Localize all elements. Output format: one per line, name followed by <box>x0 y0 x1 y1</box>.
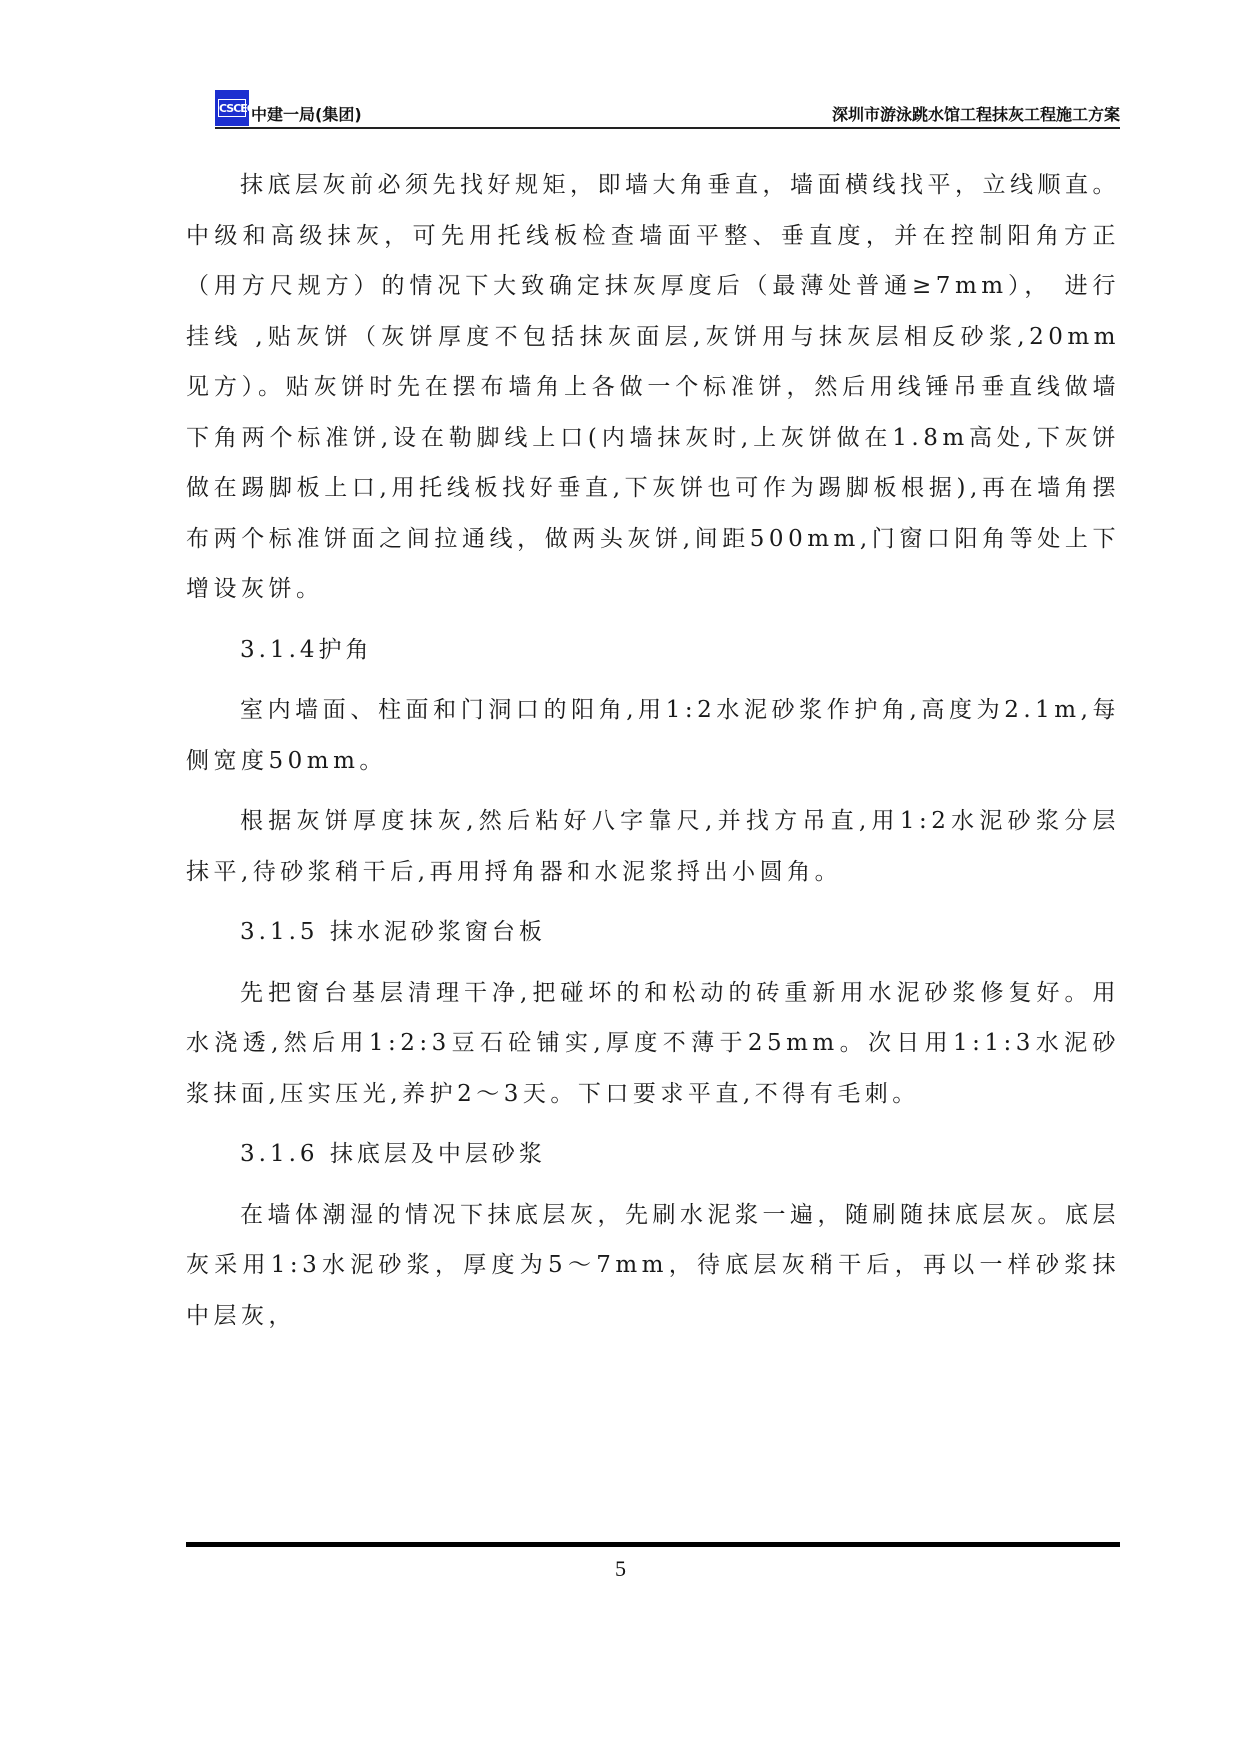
company-name: 中建一局(集团) <box>251 105 362 124</box>
company-logo <box>215 90 254 126</box>
section-heading-3-1-6: 3.1.6 抹底层及中层砂浆 <box>240 1141 546 1167</box>
section-heading-3-1-5: 3.1.5 抹水泥砂浆窗台板 <box>240 919 546 945</box>
section-heading-3-1-4: 3.1.4护角 <box>240 636 373 663</box>
page-header <box>215 90 1120 132</box>
document-title: 深圳市游泳跳水馆工程抹灰工程施工方案 <box>831 105 1120 124</box>
header-divider <box>215 127 1120 129</box>
paragraph-corner-protection: 室内墙面、柱面和门洞口的阳角,用1:2水泥砂浆作护角,高度为2.1m,每侧宽度50mm。 <box>186 697 1120 774</box>
paragraph-corner-method: 根据灰饼厚度抹灰,然后粘好八字靠尺,并找方吊直,用1:2水泥砂浆分层抹平,待砂浆稍干后,再用捋角器和水泥浆捋出小圆角。 <box>186 808 1120 885</box>
footer-divider <box>186 1542 1120 1547</box>
page-number: 5 <box>615 1556 626 1581</box>
paragraph-base-coat: 在墙体潮湿的情况下抹底层灰，先刷水泥浆一遍，随刷随抹底层灰。底层灰采用1:3水泥砂浆，厚度为5～7mm，待底层灰稍干后，再以一样砂浆抹中层灰， <box>186 1201 1120 1329</box>
document-body <box>186 160 1120 1341</box>
paragraph-plastering-rules: 抹底层灰前必须先找好规矩，即墙大角垂直，墙面横线找平，立线顺直。中级和高级抹灰，可先用托线板检查墙面平整、垂直度，并在控制阳角方正（用方尺规方）的情况下大致确定抹灰厚度后（最薄处普通≥7mm）， 进行挂线 ,贴灰饼（灰饼厚度不包括抹灰面层,灰饼用与抹灰层相反砂浆,20mm见方）。贴灰饼时先在摆布墙角上各做一个标准饼，然后用线锤吊垂直线做墙下角两个标准饼,设在勒脚线上口(内墙抹灰时,上灰饼做在1.8m高处,下灰饼做在踢脚板上口,用托线板找好垂直,下灰饼也可作为踢脚板根据),再在墙角摆布两个标准饼面之间拉通线，做两头灰饼,间距500mm,门窗口阳角等处上下增设灰饼。 <box>186 172 1120 602</box>
logo-mark: CSCEC <box>218 99 246 117</box>
paragraph-window-sill: 先把窗台基层清理干净,把碰坏的和松动的砖重新用水泥砂浆修复好。用水浇透,然后用1:2:3豆石砼铺实,厚度不薄于25mm。次日用1:1:3水泥砂浆抹面,压实压光,养护2～3天。下口要求平直,不得有毛刺。 <box>186 979 1120 1107</box>
